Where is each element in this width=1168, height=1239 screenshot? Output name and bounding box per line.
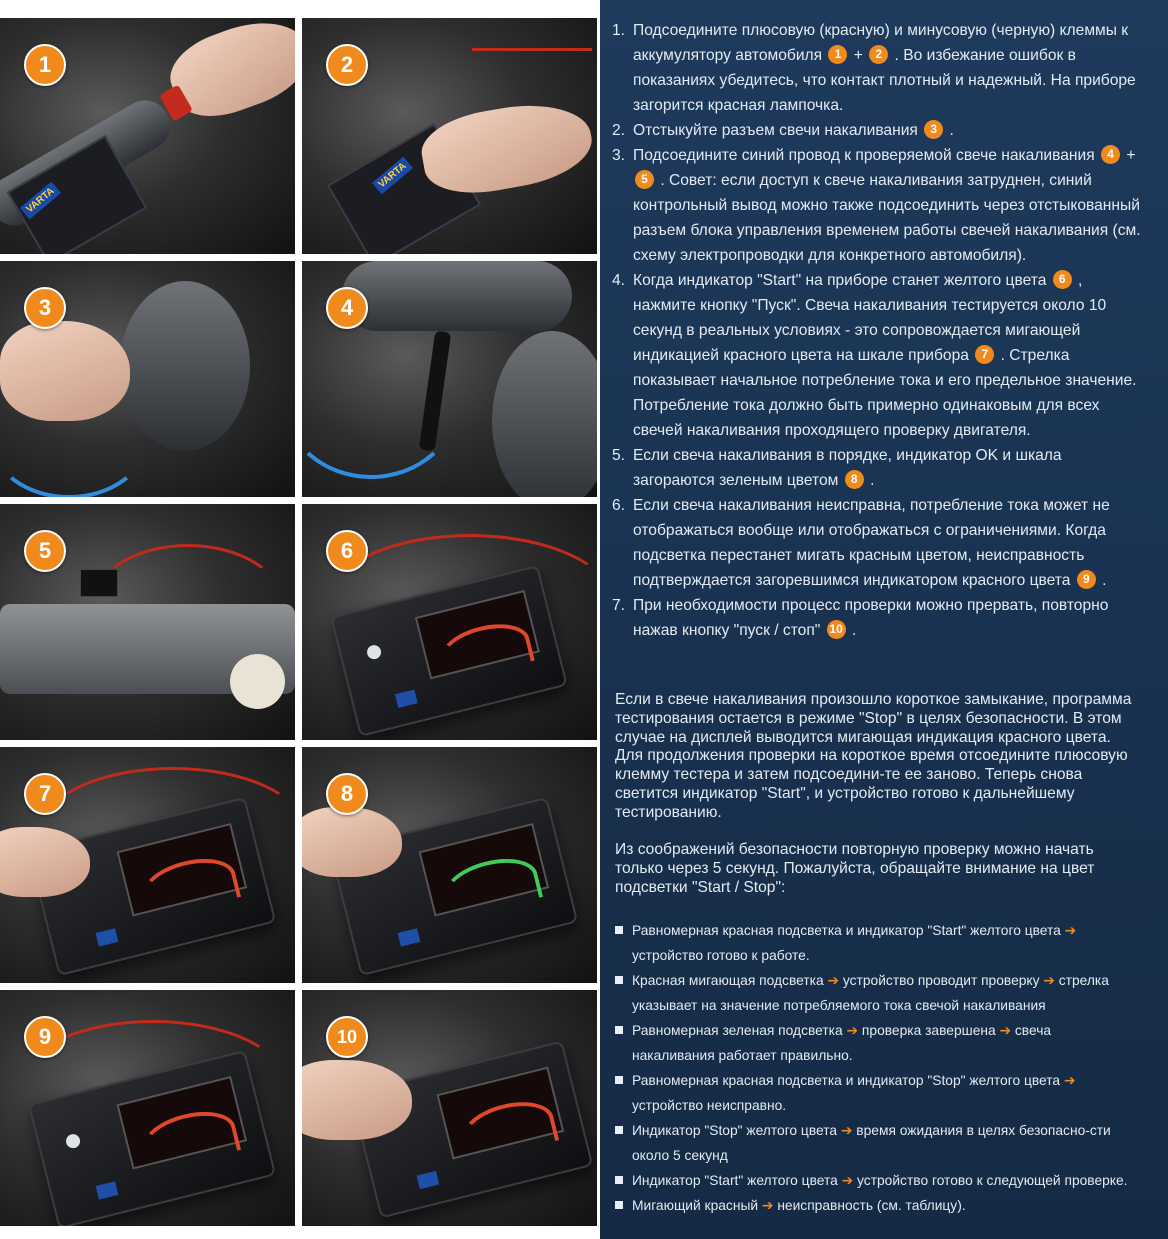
step-text: При необходимости процесс проверки можно прервать, повторно нажав кнопку "пуск / стоп" <box>633 597 1109 639</box>
bullet-square-icon <box>615 926 623 934</box>
battery-label: VARTA <box>20 182 61 220</box>
scale-arc <box>138 850 242 919</box>
red-wire <box>472 48 592 51</box>
scale-arc <box>440 850 544 919</box>
step-badge: 6 <box>326 530 368 572</box>
beru-logo <box>395 690 418 708</box>
hand <box>416 94 597 202</box>
status-bullets <box>614 918 1134 1218</box>
battery-label: VARTA <box>372 157 413 195</box>
step-text: Если свеча накаливания в порядке, индикатор OK и шкала загораются зеленым цветом <box>633 447 1062 489</box>
bullet-text: Мигающий красный <box>632 1198 759 1213</box>
step-text: , нажмите кнопку "Пуск". Свеча накаливания тестируется около 10 секунд в реальных условиях - это сопровождается мигающей индикацией красного цвета на шкале прибора <box>633 272 1107 364</box>
status-bullet-item <box>614 918 1134 968</box>
arrow-right-icon: ➔ <box>995 1023 1015 1038</box>
step-number: 6. <box>612 497 626 514</box>
tester-screen <box>116 823 247 916</box>
engine-part <box>492 331 597 497</box>
step-text: . Совет: если доступ к свече накаливания затруднен, синий контрольный вывод можно также подсоединить через отстыкованный разъем блока управления временем работы свечей накаливания (см. схему электропроводки для конкретного автомобиля). <box>633 172 1141 264</box>
scale-arc <box>435 616 534 683</box>
bullet-square-icon <box>615 1076 623 1084</box>
photo-reference-marker: 10 <box>827 620 846 639</box>
step-item <box>612 493 1142 593</box>
start-led <box>366 644 383 661</box>
step-badge: 3 <box>24 287 66 329</box>
step-text: Когда индикатор "Start" на приборе станет желтого цвета <box>633 272 1051 289</box>
hand <box>302 807 402 877</box>
arrow-right-icon: ➔ <box>823 973 843 988</box>
beru-logo <box>397 928 420 946</box>
status-bullet-item <box>614 1168 1134 1193</box>
status-bullet-item <box>614 968 1134 1018</box>
step-text: . <box>847 622 857 639</box>
step-badge: 2 <box>326 44 368 86</box>
red-wire <box>90 544 286 670</box>
step-item <box>612 443 1142 493</box>
photo-step-9 <box>0 990 295 1226</box>
safety-paragraph: Из соображений безопасности повторную проверку можно начать только через 5 секунд. Пожалуйста, обращайте внимание на цвет подсветки "Start / Stop": <box>615 841 1095 896</box>
bullet-text: устройство готово к следующей проверке. <box>857 1173 1128 1188</box>
step-number: 2. <box>612 122 626 139</box>
start-led <box>65 1132 82 1149</box>
status-bullet-item <box>614 1018 1134 1068</box>
step-number: 3. <box>612 147 626 164</box>
step-item <box>612 143 1142 268</box>
bullet-text: Равномерная красная подсветка и индикатор "Stop" желтого цвета <box>632 1073 1061 1088</box>
status-bullet-item <box>614 1068 1134 1118</box>
scale-arc <box>138 1103 242 1172</box>
reservoir-cap <box>230 654 285 709</box>
step-badge: 7 <box>24 773 66 815</box>
scale-arc <box>457 1093 559 1162</box>
bullet-square-icon <box>615 1126 623 1134</box>
bullet-text: устройство готово к работе. <box>632 948 810 963</box>
step-text: Подсоедините плюсовую (красную) и минусовую (черную) клеммы к аккумулятору автомобиля <box>633 22 1129 64</box>
bullet-text: неисправность (см. таблицу). <box>777 1198 966 1213</box>
bullet-text: стрелка указывает на значение потребляемого тока свечой накаливания <box>632 973 1109 1013</box>
step-text: . <box>1097 572 1107 589</box>
step-text: + <box>849 47 868 64</box>
blue-wire <box>0 381 148 497</box>
status-bullet-item <box>614 1118 1134 1168</box>
arrow-right-icon: ➔ <box>758 1198 778 1213</box>
tester-screen <box>116 1076 247 1169</box>
step-number: 7. <box>612 597 626 614</box>
bullet-text: устройство проводит проверку <box>842 973 1040 988</box>
bullet-text: Красная мигающая подсветка <box>632 973 824 988</box>
beru-logo <box>95 1181 118 1199</box>
step-text: . <box>945 122 954 139</box>
short-circuit-paragraph: Если в свече накаливания произошло короткое замыкание, программа тестирования остается в режиме "Stop" в целях безопасности. В этом случае на дисплей выводится мигающая индикация красного цвета. Для продолжения проверки на короткое время отсоедините плюсовую клемму тестера и затем подсоедини-те ее заново. Теперь снова светится индикатор "Start", и устройство готово к дальнейшему тестированию. <box>615 691 1132 821</box>
arrow-right-icon: ➔ <box>842 1023 862 1038</box>
photo-step-7 <box>0 747 295 983</box>
photo-reference-marker: 2 <box>869 45 888 64</box>
step-text: . <box>865 472 875 489</box>
photo-reference-marker: 6 <box>1053 270 1072 289</box>
hand <box>302 1060 412 1140</box>
step-text: + <box>1122 147 1136 164</box>
photo-step-4 <box>302 261 597 497</box>
photo-reference-marker: 7 <box>975 345 994 364</box>
step-badge: 5 <box>24 530 66 572</box>
tester-screen <box>436 1066 564 1159</box>
photo-reference-marker: 8 <box>845 470 864 489</box>
bullet-square-icon <box>615 1201 623 1209</box>
photo-reference-marker: 4 <box>1101 145 1120 164</box>
beru-logo <box>416 1170 439 1188</box>
bullet-square-icon <box>615 976 623 984</box>
steps-list <box>612 18 1142 643</box>
step-text: Отстыкуйте разъем свечи накаливания <box>633 122 923 139</box>
bullet-text: свеча накаливания работает правильно. <box>632 1023 1052 1063</box>
photo-step-10 <box>302 990 597 1226</box>
photo-step-3 <box>0 261 295 497</box>
photo-reference-marker: 5 <box>635 170 654 189</box>
photo-step-2 <box>302 18 597 254</box>
step-badge: 4 <box>326 287 368 329</box>
step-badge: 1 <box>24 44 66 86</box>
arrow-right-icon: ➔ <box>1060 923 1077 938</box>
beru-logo <box>95 928 118 946</box>
bullet-text: Равномерная зеленая подсветка <box>632 1023 843 1038</box>
bullet-text: время ожидания в целях безопасно-сти около 5 секунд <box>632 1123 1111 1163</box>
step-item <box>612 18 1142 118</box>
bullet-text: Равномерная красная подсветка и индикатор "Start" желтого цвета <box>632 923 1061 938</box>
step-number: 4. <box>612 272 626 289</box>
photo-reference-marker: 1 <box>828 45 847 64</box>
arrow-right-icon: ➔ <box>837 1173 858 1188</box>
bullet-text: проверка завершена <box>861 1023 996 1038</box>
step-number: 1. <box>612 22 626 39</box>
step-item <box>612 118 1142 143</box>
step-text: Подсоедините синий провод к проверяемой свече накаливания <box>633 147 1100 164</box>
step-item <box>612 268 1142 443</box>
tester-screen <box>418 823 549 916</box>
step-text: . Стрелка показывает начальное потребление тока и его предельное значение. Потребление тока должно быть примерно одинаковым для всех свечей накаливания проходящего проверку двигателя. <box>633 347 1137 439</box>
step-item <box>612 593 1142 643</box>
tester-screen <box>415 590 540 679</box>
photo-step-5 <box>0 504 295 740</box>
bullet-square-icon <box>615 1026 623 1034</box>
arrow-right-icon: ➔ <box>837 1123 857 1138</box>
bullet-square-icon <box>615 1176 623 1184</box>
bullet-text: устройство неисправно. <box>632 1098 787 1113</box>
status-bullet-item <box>614 1193 1134 1218</box>
arrow-right-icon: ➔ <box>1060 1073 1076 1088</box>
step-number: 5. <box>612 447 626 464</box>
arrow-right-icon: ➔ <box>1039 973 1059 988</box>
bullet-text: Индикатор "Start" желтого цвета <box>632 1173 838 1188</box>
step-text: Если свеча накаливания неисправна, потребление тока может не отображаться вообще или отображаться с ограничениями. Когда подсветка перестанет мигать красным цветом, неисправность подтверждается загоревшимся индикатором красного цвета <box>633 497 1110 589</box>
step-text: . Во избежание ошибок в показаниях убедитесь, что контакт плотный и надежный. На приборе загорится красная лампочка. <box>633 47 1136 114</box>
step-badge: 10 <box>326 1016 368 1058</box>
step-badge: 8 <box>326 773 368 815</box>
photo-reference-marker: 3 <box>924 120 943 139</box>
photo-step-6 <box>302 504 597 740</box>
photo-reference-marker: 9 <box>1077 570 1096 589</box>
photo-step-1 <box>0 18 295 254</box>
instruction-text <box>612 18 1142 643</box>
step-badge: 9 <box>24 1016 66 1058</box>
bullet-text: Индикатор "Stop" желтого цвета <box>632 1123 838 1138</box>
photo-step-8 <box>302 747 597 983</box>
